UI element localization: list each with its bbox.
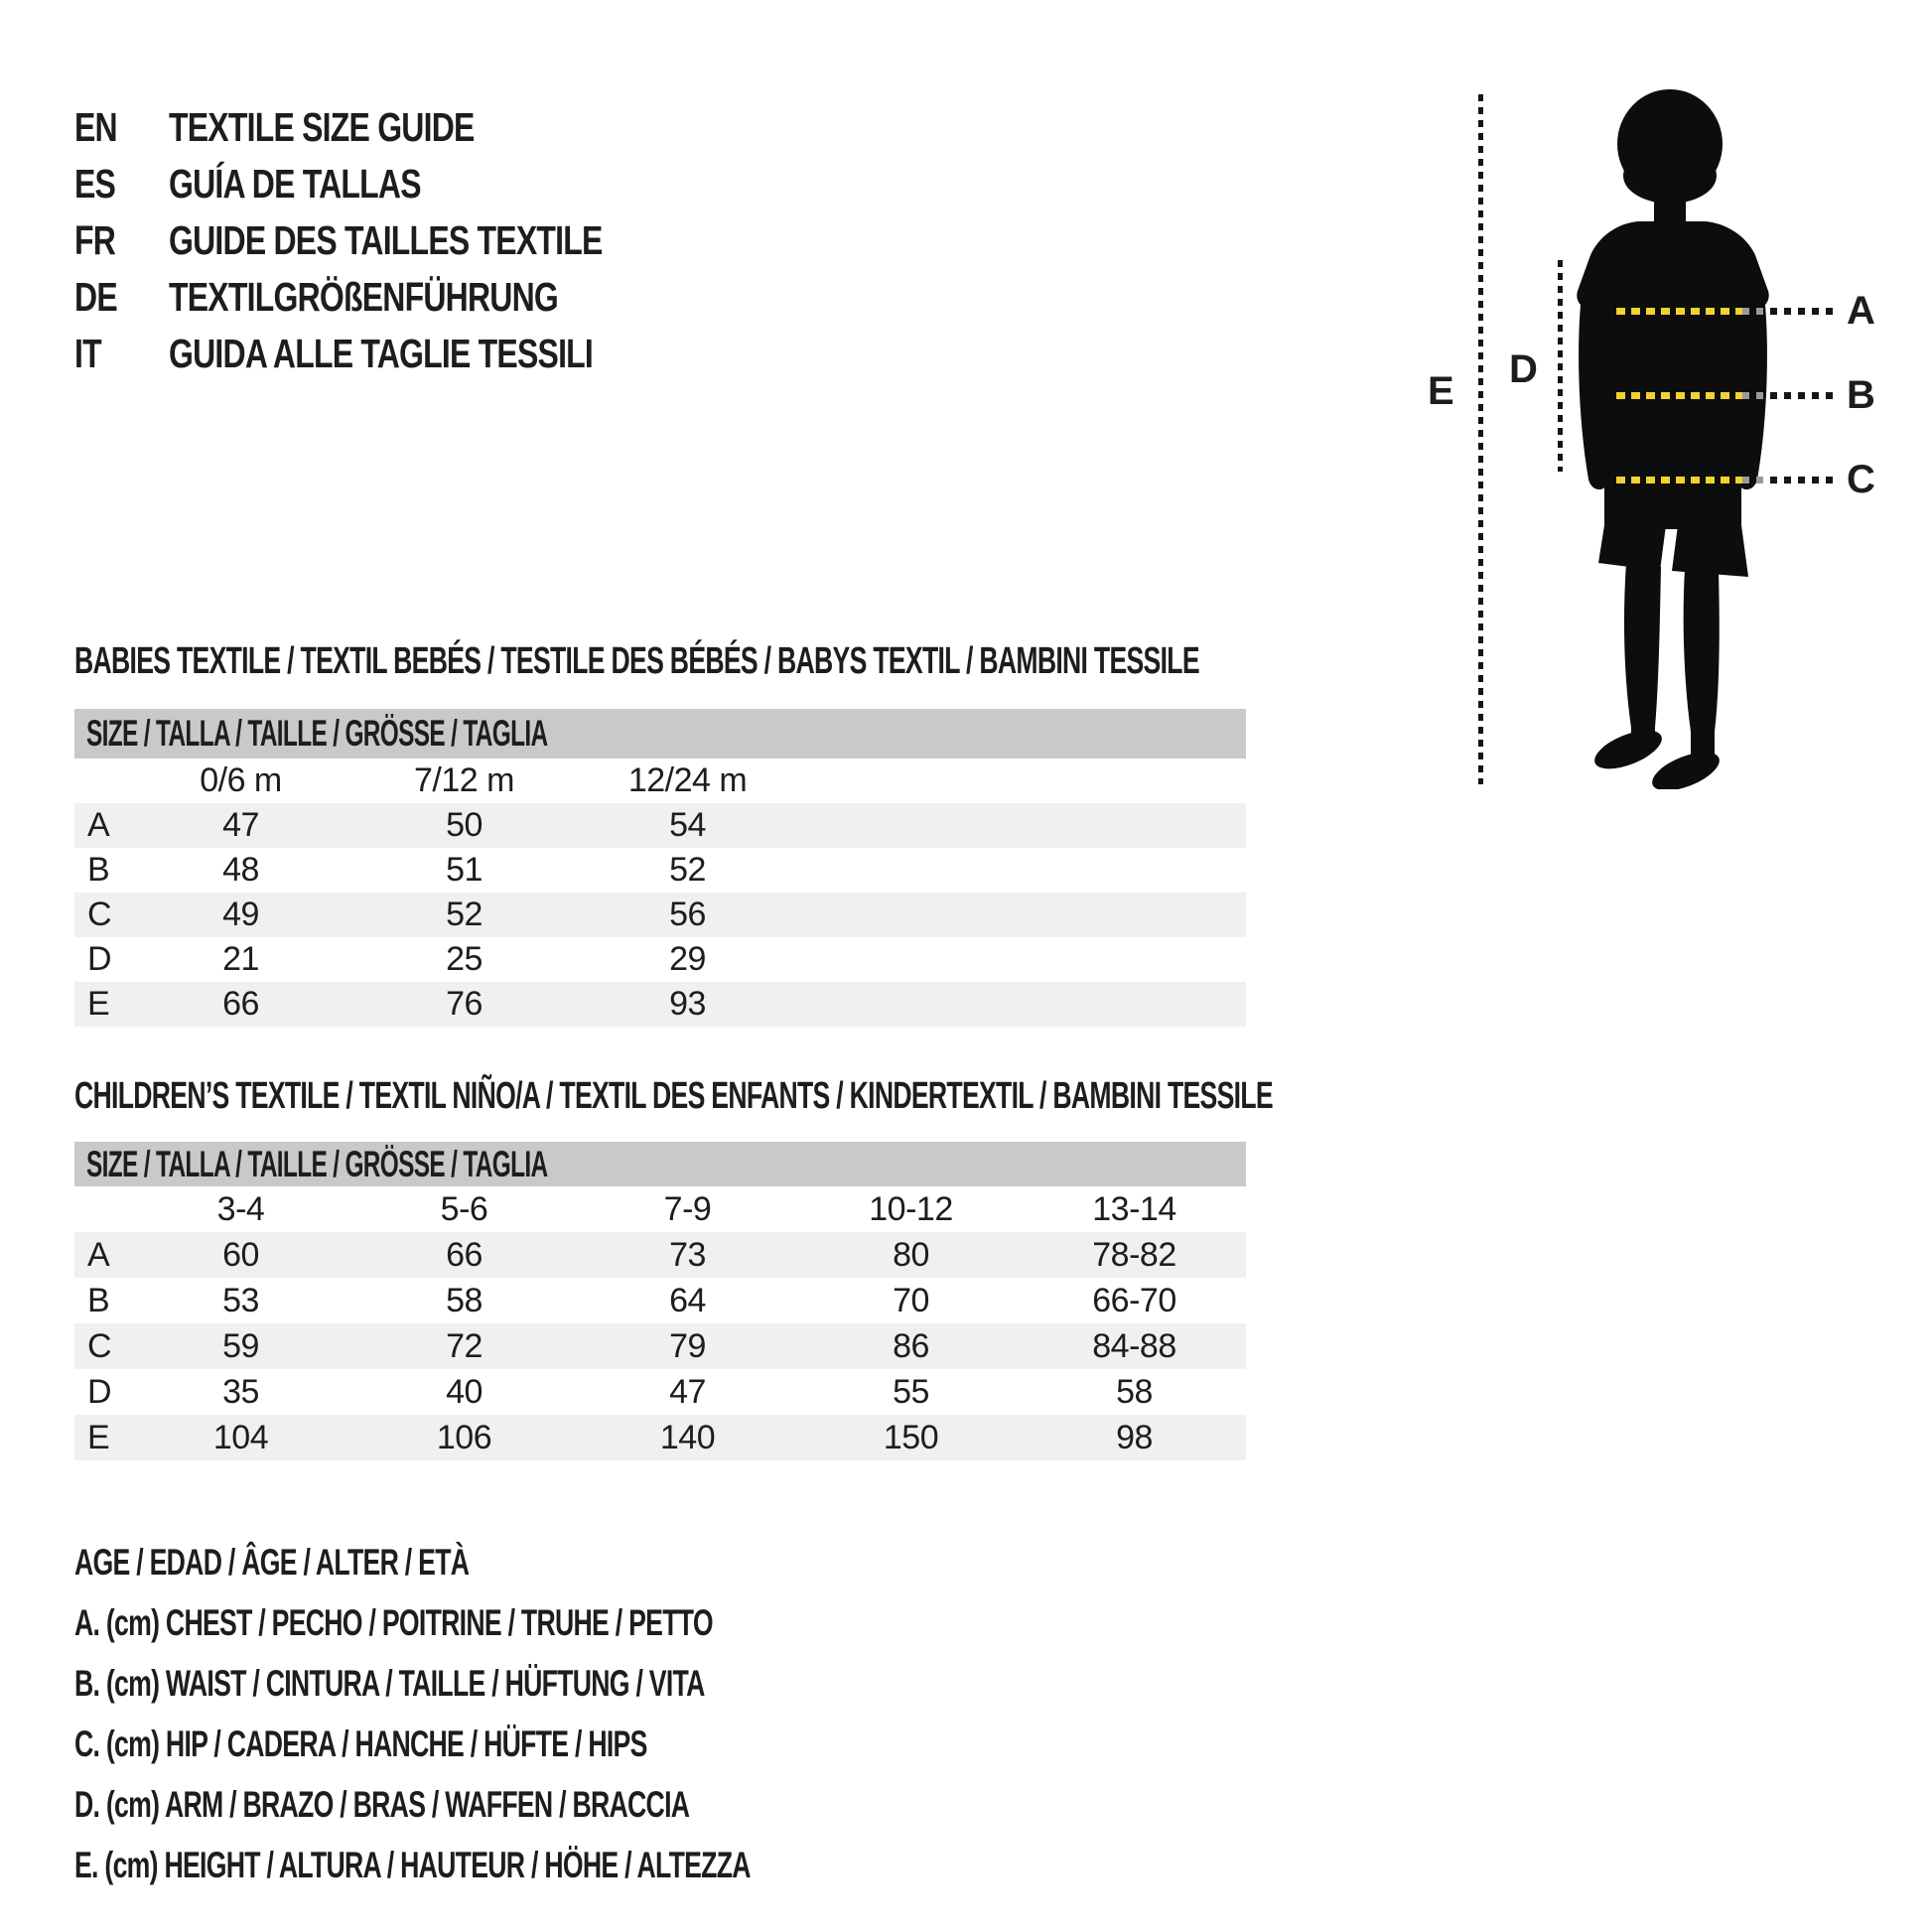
- waist-dotted-line-fade: [1742, 392, 1770, 399]
- guide-title-de: TEXTILGRÖßENFÜHRUNG: [169, 274, 559, 320]
- waist-label-b: B: [1847, 372, 1875, 417]
- babies-column-7-12m: 7/12 m: [414, 761, 514, 799]
- hip-measure-line-c: [1616, 458, 1875, 501]
- chest-dotted-line-fade: [1742, 308, 1770, 315]
- waist-dotted-line-yellow: [1616, 392, 1742, 399]
- babies-column-0-6m: 0/6 m: [200, 761, 282, 799]
- row-label: A: [87, 806, 110, 844]
- language-row-it: [74, 326, 725, 382]
- waist-measure-line-b: [1616, 373, 1875, 417]
- guide-title-fr: GUIDE DES TAILLES TEXTILE: [169, 217, 603, 263]
- language-code: IT: [74, 331, 101, 376]
- table-row-a: A 47 50 54: [74, 803, 1246, 848]
- hip-dotted-line-fade: [1742, 477, 1770, 483]
- language-header: [74, 99, 725, 382]
- babies-column-header-row: [74, 759, 1246, 803]
- legend-height: E. (cm) HEIGHT / ALTURA / HAUTEUR / HÖHE / ALTEZZA: [74, 1844, 751, 1885]
- chest-label-a: A: [1847, 288, 1875, 333]
- children-size-header-bar: SIZE / TALLA / TAILLE / GRÖSSE / TAGLIA: [74, 1142, 1246, 1186]
- language-row-de: [74, 269, 725, 326]
- row-label: D: [87, 1372, 112, 1411]
- hip-label-c: C: [1847, 457, 1875, 501]
- hip-dotted-line-yellow: [1616, 477, 1742, 483]
- height-label-e: E: [1428, 369, 1454, 413]
- row-label: D: [87, 940, 112, 978]
- babies-size-header-bar: SIZE / TALLA / TAILLE / GRÖSSE / TAGLIA: [74, 709, 1246, 759]
- language-code: DE: [74, 274, 117, 320]
- hip-dotted-line-black: [1770, 477, 1833, 483]
- language-row-fr: [74, 212, 725, 269]
- legend-waist: B. (cm) WAIST / CINTURA / TAILLE / HÜFTUNG / VITA: [74, 1662, 705, 1704]
- table-row-c: C 59 72 79 86 84-88: [74, 1323, 1246, 1369]
- row-label: B: [87, 851, 110, 889]
- guide-title-it: GUIDA ALLE TAGLIE TESSILI: [169, 331, 594, 376]
- children-column-7-9: 7-9: [663, 1189, 712, 1228]
- measurement-legend: [74, 1532, 1014, 1895]
- babies-section-title: BABIES TEXTILE / TEXTIL BEBÉS / TESTILE DES BÉBÉS / BABYS TEXTIL / BAMBINI TESSILE: [74, 640, 1199, 682]
- language-row-es: [74, 156, 725, 212]
- children-column-13-14: 13-14: [1092, 1189, 1176, 1228]
- chest-dotted-line-black: [1770, 308, 1833, 315]
- legend-hip: C. (cm) HIP / CADERA / HANCHE / HÜFTE / HIPS: [74, 1723, 647, 1764]
- guide-title-en: TEXTILE SIZE GUIDE: [169, 104, 475, 150]
- language-row-en: [74, 99, 725, 156]
- children-column-10-12: 10-12: [869, 1189, 953, 1228]
- language-code: FR: [74, 217, 116, 263]
- chest-measure-line-a: [1616, 289, 1875, 333]
- row-label: C: [87, 1326, 112, 1365]
- language-code: ES: [74, 161, 116, 207]
- table-row-d: D 35 40 47 55 58: [74, 1369, 1246, 1415]
- table-row-d: D 21 25 29: [74, 937, 1246, 982]
- table-row-e: E 66 76 93: [74, 982, 1246, 1027]
- table-row-a: A 60 66 73 80 78-82: [74, 1232, 1246, 1278]
- table-row-b: B 48 51 52: [74, 848, 1246, 893]
- table-row-e: E 104 106 140 150 98: [74, 1415, 1246, 1460]
- chest-dotted-line-yellow: [1616, 308, 1742, 315]
- children-column-header-row: [74, 1186, 1246, 1232]
- table-row-b: B 53 58 64 70 66-70: [74, 1278, 1246, 1323]
- legend-age: AGE / EDAD / ÂGE / ALTER / ETÀ: [74, 1541, 470, 1583]
- row-label: E: [87, 985, 110, 1023]
- legend-arm: D. (cm) ARM / BRAZO / BRAS / WAFFEN / BRACCIA: [74, 1783, 690, 1825]
- waist-dotted-line-black: [1770, 392, 1833, 399]
- children-column-5-6: 5-6: [440, 1189, 488, 1228]
- children-column-3-4: 3-4: [216, 1189, 265, 1228]
- guide-title-es: GUÍA DE TALLAS: [169, 161, 421, 207]
- row-label: A: [87, 1235, 110, 1274]
- language-code: EN: [74, 104, 117, 150]
- babies-size-table: [74, 709, 1246, 1027]
- arm-label-d: D: [1509, 347, 1538, 391]
- row-label: C: [87, 896, 112, 933]
- children-size-table: [74, 1142, 1246, 1460]
- table-row-c: C 49 52 56: [74, 893, 1246, 937]
- children-section-title: CHILDREN’S TEXTILE / TEXTIL NIÑO/A / TEXTIL DES ENFANTS / KINDERTEXTIL / BAMBINI TESSILE: [74, 1075, 1273, 1117]
- row-label: B: [87, 1281, 110, 1319]
- legend-chest: A. (cm) CHEST / PECHO / POITRINE / TRUHE / PETTO: [74, 1601, 713, 1643]
- arm-measure-line-d: [1558, 260, 1563, 472]
- row-label: E: [87, 1418, 110, 1456]
- child-silhouette-icon: [1569, 84, 1777, 789]
- babies-column-12-24m: 12/24 m: [627, 761, 748, 799]
